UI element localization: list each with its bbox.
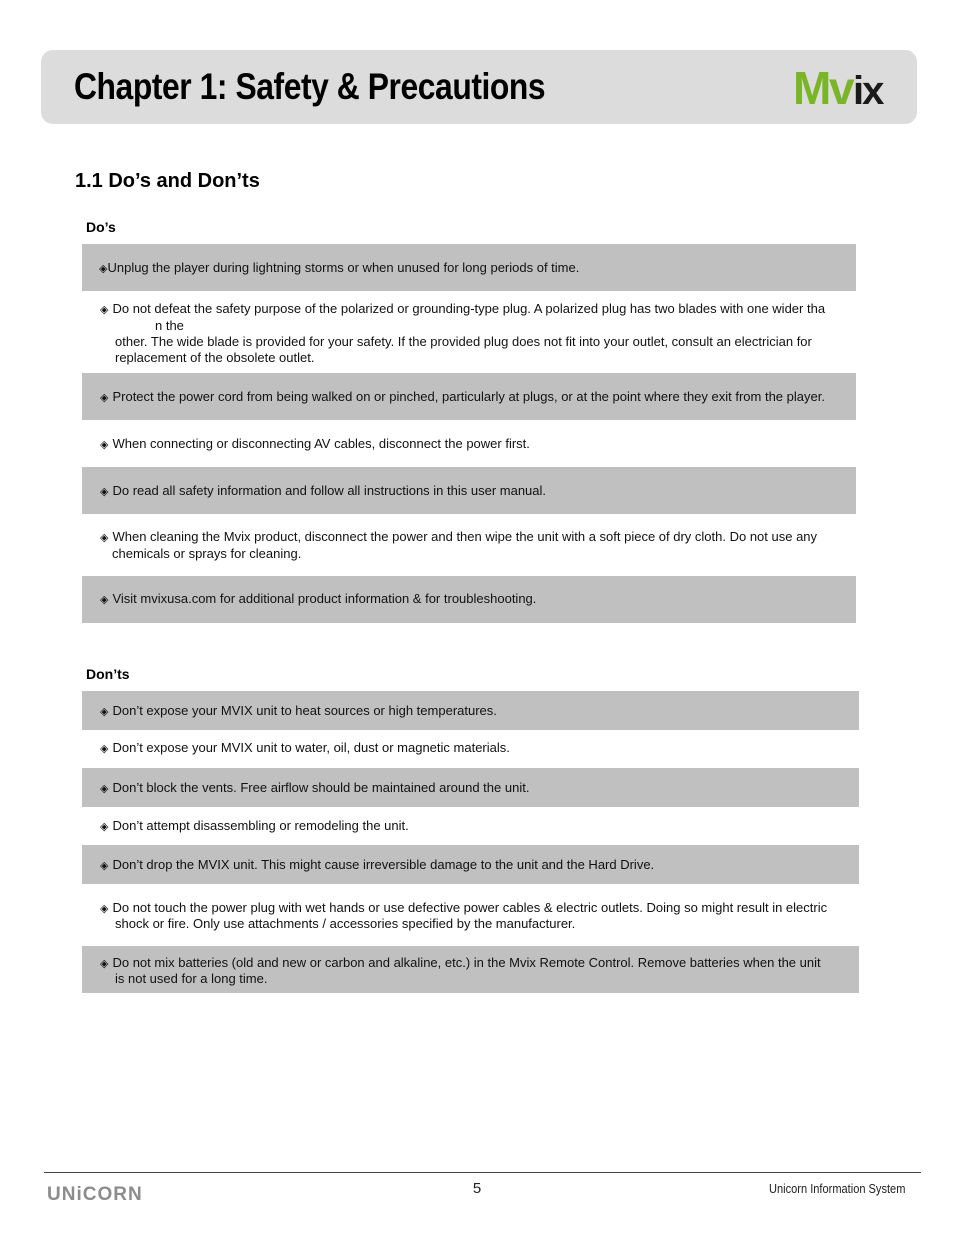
dos-item-text: Visit mvixusa.com for additional product information & for troubleshooting. (112, 591, 537, 606)
diamond-bullet-icon: ◈ (100, 532, 109, 544)
dos-item-text: Do read all safety information and follow all instructions in this user manual. (112, 483, 547, 498)
dos-item (82, 373, 856, 420)
svg-text:v: v (829, 66, 853, 110)
dos-item (82, 467, 856, 514)
diamond-bullet-icon: ◈ (100, 439, 109, 451)
dos-item-text: replacement of the obsolete outlet. (115, 350, 315, 365)
donts-item (82, 845, 859, 884)
dos-label: Do’s (86, 219, 116, 235)
donts-item (82, 691, 859, 730)
donts-item-text: Don’t expose your MVIX unit to heat sources or high temperatures. (112, 703, 497, 718)
donts-item-text: Don’t expose your MVIX unit to water, oil, dust or magnetic materials. (112, 740, 510, 755)
diamond-bullet-icon: ◈ (100, 486, 109, 498)
donts-item-text: Do not mix batteries (old and new or carbon and alkaline, etc.) in the Mvix Remote Control. Remove batteries when the unit (112, 955, 821, 970)
donts-item (82, 818, 859, 838)
dos-item (82, 244, 856, 291)
svg-text:ix: ix (853, 69, 883, 110)
donts-item-text: is not used for a long time. (115, 971, 268, 986)
diamond-bullet-icon: ◈ (100, 958, 109, 970)
diamond-bullet-icon: ◈ (100, 304, 109, 316)
section-title: 1.1 Do’s and Don’ts (75, 170, 260, 192)
dos-item-text: Unplug the player during lightning storms or when unused for long periods of time. (107, 260, 580, 275)
diamond-bullet-icon: ◈ (100, 706, 109, 718)
donts-label: Don’ts (86, 666, 130, 682)
diamond-bullet-icon: ◈ (100, 903, 109, 915)
donts-item (82, 946, 859, 993)
donts-item-text: shock or fire. Only use attachments / accessories specified by the manufacturer. (115, 916, 576, 931)
unicorn-logo: UNiCORN (47, 1184, 143, 1205)
dos-item-text: When connecting or disconnecting AV cables, disconnect the power first. (112, 436, 530, 451)
donts-item-text: Don’t block the vents. Free airflow should be maintained around the unit. (112, 780, 530, 795)
dos-item-text: Do not defeat the safety purpose of the polarized or grounding-type plug. A polarized plug has two blades with one wider tha (112, 301, 826, 316)
dos-item (82, 436, 856, 456)
dos-item-text: other. The wide blade is provided for your safety. If the provided plug does not fit into your outlet, consult an electrician for (115, 334, 812, 349)
donts-item-text: Do not touch the power plug with wet hands or use defective power cables & electric outlets. Doing so might result in electric (112, 900, 828, 915)
donts-item (82, 768, 859, 807)
footer-company-name: Unicorn Information System (768, 1181, 905, 1196)
dos-item-text: When cleaning the Mvix product, disconnect the power and then wipe the unit with a soft piece of dry cloth. Do not use any (112, 529, 818, 544)
dos-item-text: chemicals or sprays for cleaning. (112, 546, 302, 561)
diamond-bullet-icon: ◈ (100, 743, 109, 755)
diamond-bullet-icon: ◈ (100, 860, 109, 872)
donts-item-text: Don’t attempt disassembling or remodeling the unit. (112, 818, 409, 833)
diamond-bullet-icon: ◈ (100, 392, 109, 404)
mvix-logo (793, 66, 897, 110)
dos-item-text: Protect the power cord from being walked on or pinched, particularly at plugs, or at the point where they exit from the player. (112, 389, 825, 404)
chapter-title: Chapter 1: Safety & Precautions (74, 66, 546, 107)
dos-item (82, 576, 856, 623)
donts-item-text: Don’t drop the MVIX unit. This might cause irreversible damage to the unit and the Hard Drive. (112, 857, 655, 872)
diamond-bullet-icon: ◈ (100, 594, 109, 606)
diamond-bullet-icon: ◈ (100, 783, 109, 795)
svg-text:M: M (793, 66, 829, 110)
chapter-header (41, 50, 917, 124)
footer-divider (44, 1172, 921, 1173)
dos-item-text: n the (155, 318, 184, 333)
dos-item (82, 301, 856, 365)
donts-item (82, 740, 859, 760)
diamond-bullet-icon: ◈ (100, 821, 109, 833)
donts-item (82, 900, 859, 934)
diamond-bullet-icon: ◈ (99, 263, 108, 275)
page-number: 5 (472, 1180, 482, 1197)
dos-item (82, 529, 856, 565)
